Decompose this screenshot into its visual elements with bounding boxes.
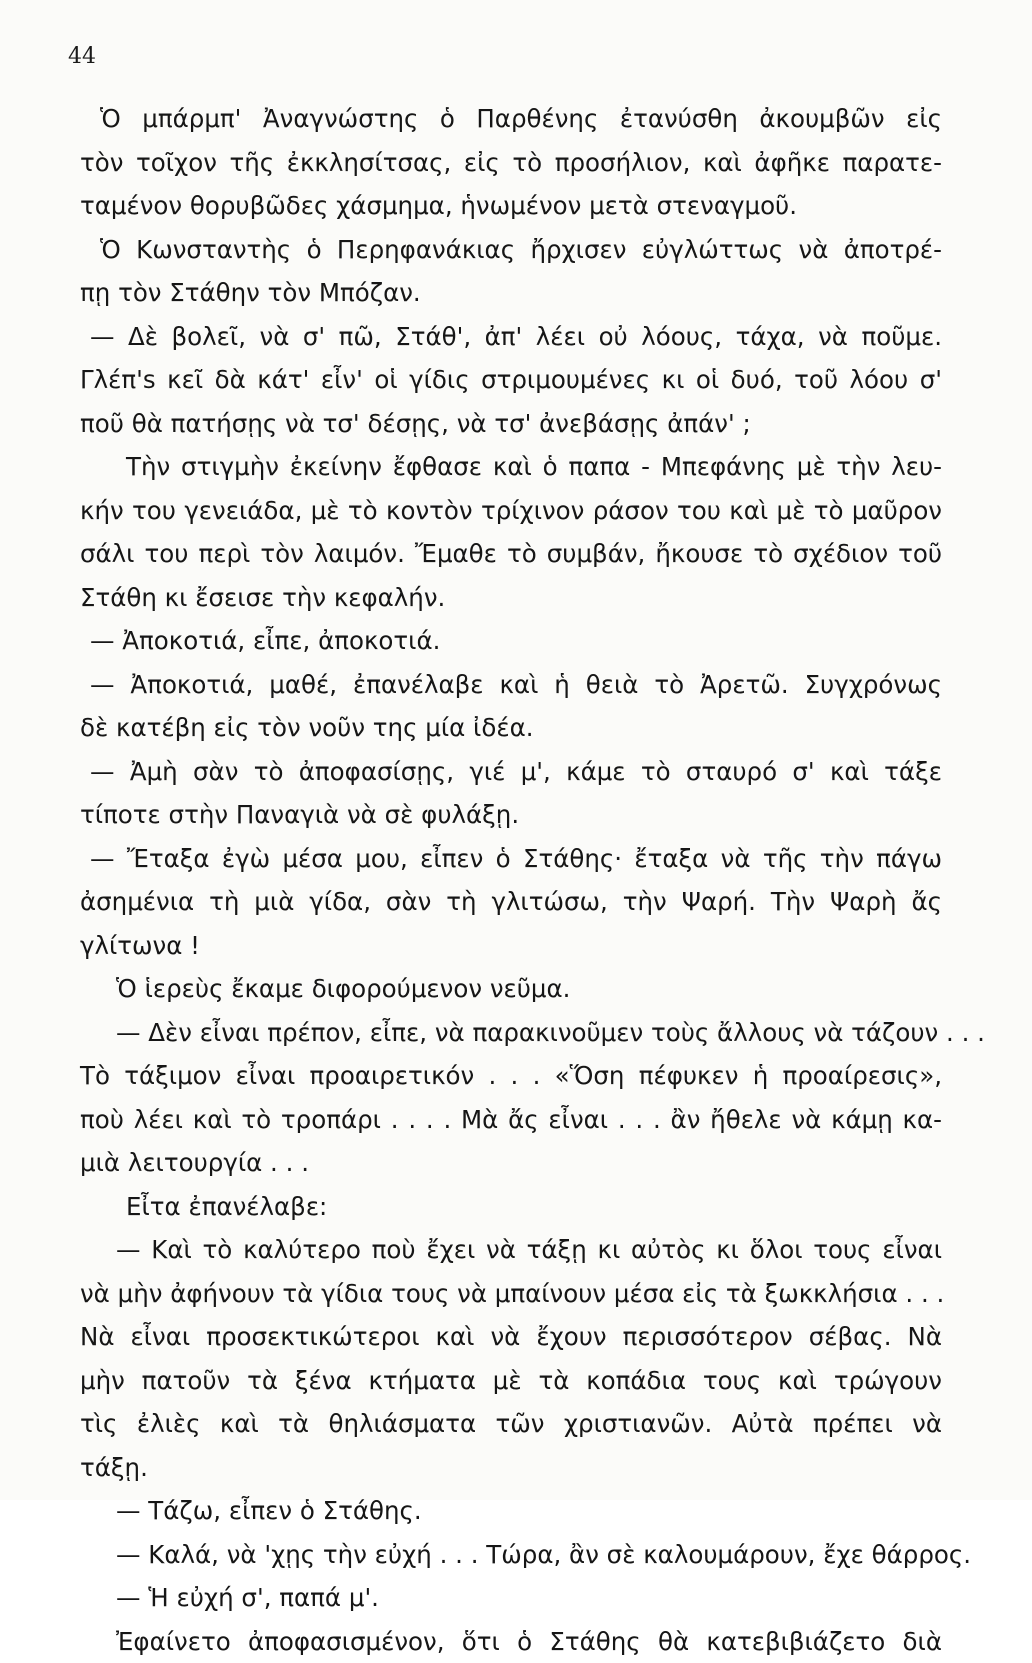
text-line-35: — Ἡ εὐχή σ', παπά μ'. <box>80 1576 942 1620</box>
text-line-10: κήν του γενειάδα, μὲ τὸ κοντὸν τρίχινον ράσον του καὶ μὲ τὸ μαῦρον <box>80 489 942 533</box>
text-line-31: τὶς ἐλιὲς καὶ τὰ θηλιάσματα τῶν χριστιανῶν. Αὐτὰ πρέπει νὰ <box>80 1402 942 1446</box>
text-line-5: πῃ τὸν Στάθην τὸν Μπόζαν. <box>80 271 942 315</box>
text-line-2: τὸν τοῖχον τῆς ἐκκλησίτσας, εἰς τὸ προσήλιον, καὶ ἀφῆκε παρατε- <box>80 141 942 185</box>
text-line-7: Γλέπ's κεῖ δὰ κάτ' εἶν' οἱ γίδις στριμουμένες κι οἱ δυό, τοῦ λόου σ' <box>80 358 942 402</box>
text-line-12: Στάθη κι ἔσεισε τὴν κεφαλήν. <box>80 576 942 620</box>
body-text <box>80 97 942 1663</box>
text-line-24: ποὺ λέει καὶ τὸ τροπάρι . . . . Μὰ ἄς εἶναι . . . ἂν ἤθελε νὰ κάμῃ κα- <box>80 1098 942 1142</box>
text-line-20: γλίτωνα ! <box>80 924 942 968</box>
text-line-1: Ὁ μπάρμπ' Ἀναγνώστης ὁ Παρθένης ἐτανύσθη ἀκουμβῶν εἰς <box>80 97 942 141</box>
text-line-4: Ὁ Κωνσταντὴς ὁ Περηφανάκιας ἤρχισεν εὐγλώττως νὰ ἀποτρέ- <box>80 228 942 272</box>
text-line-9: Τὴν στιγμὴν ἐκείνην ἔφθασε καὶ ὁ παπα - Μπεφάνης μὲ τὴν λευ- <box>80 445 942 489</box>
text-line-16: — Ἀμὴ σὰν τὸ ἀποφασίσῃς, γιέ μ', κάμε τὸ σταυρό σ' καὶ τάξε <box>80 750 942 794</box>
text-line-22: — Δὲν εἶναι πρέπον, εἶπε, νὰ παρακινοῦμεν τοὺς ἄλλους νὰ τάζουν . . . <box>80 1011 942 1055</box>
text-line-18: — Ἔταξα ἐγὼ μέσα μου, εἶπεν ὁ Στάθης· ἔταξα νὰ τῆς τὴν πάγω <box>80 837 942 881</box>
text-line-3: ταμένον θορυβῶδες χάσμημα, ἡνωμένον μετὰ στεναγμοῦ. <box>80 184 942 228</box>
text-line-26: Εἶτα ἐπανέλαβε: <box>80 1185 942 1229</box>
text-line-28: νὰ μὴν ἀφήνουν τὰ γίδια τους νὰ μπαίνουν μέσα εἰς τὰ ξωκκλήσια . . . <box>80 1272 942 1316</box>
text-line-17: τίποτε στὴν Παναγιὰ νὰ σὲ φυλάξῃ. <box>80 793 942 837</box>
text-line-13: — Ἀποκοτιά, εἶπε, ἀποκοτιά. <box>80 619 942 663</box>
text-line-30: μὴν πατοῦν τὰ ξένα κτήματα μὲ τὰ κοπάδια τους καὶ τρώγουν <box>80 1359 942 1403</box>
text-line-25: μιὰ λειτουργία . . . <box>80 1141 942 1185</box>
text-line-8: ποῦ θὰ πατήσῃς νὰ τσ' δέσῃς, νὰ τσ' ἀνεβάσῃς ἀπάν' ; <box>80 402 942 446</box>
text-line-33: — Τάζω, εἶπεν ὁ Στάθης. <box>80 1489 942 1533</box>
text-line-34: — Καλά, νὰ 'χῃς τὴν εὐχή . . . Τώρα, ἂν σὲ καλουμάρουν, ἔχε θάρρος. <box>80 1533 942 1577</box>
text-line-23: Τὸ τάξιμον εἶναι προαιρετικόν . . . «Ὅση πέφυκεν ἡ προαίρεσις», <box>80 1054 942 1098</box>
text-line-14: — Ἀποκοτιά, μαθέ, ἐπανέλαβε καὶ ἡ θειὰ τὸ Ἀρετῶ. Συγχρόνως <box>80 663 942 707</box>
text-line-21: Ὁ ἱερεὺς ἔκαμε διφορούμενον νεῦμα. <box>80 967 942 1011</box>
page-number: 44 <box>68 44 96 69</box>
text-line-27: — Καὶ τὸ καλύτερο ποὺ ἔχει νὰ τάξῃ κι αὐτὸς κι ὅλοι τους εἶναι <box>80 1228 942 1272</box>
text-line-6: — Δὲ βολεῖ, νὰ σ' πῶ, Στάθ', ἀπ' λέει οὐ λόους, τάχα, νὰ ποῦμε. <box>80 315 942 359</box>
text-line-29: Νὰ εἶναι προσεκτικώτεροι καὶ νὰ ἔχουν περισσότερον σέβας. Νὰ <box>80 1315 942 1359</box>
text-line-11: σάλι του περὶ τὸν λαιμόν. Ἔμαθε τὸ συμβάν, ἤκουσε τὸ σχέδιον τοῦ <box>80 532 942 576</box>
text-line-19: ἀσημένια τὴ μιὰ γίδα, σὰν τὴ γλιτώσω, τὴν Ψαρή. Τὴν Ψαρὴ ἄς <box>80 880 942 924</box>
text-line-32: τάξῃ. <box>80 1446 942 1490</box>
text-line-15: δὲ κατέβη εἰς τὸν νοῦν της μία ἰδέα. <box>80 706 942 750</box>
text-line-36: Ἐφαίνετο ἀποφασισμένον, ὅτι ὁ Στάθης θὰ κατεβιβιάζετο διὰ <box>80 1620 942 1663</box>
